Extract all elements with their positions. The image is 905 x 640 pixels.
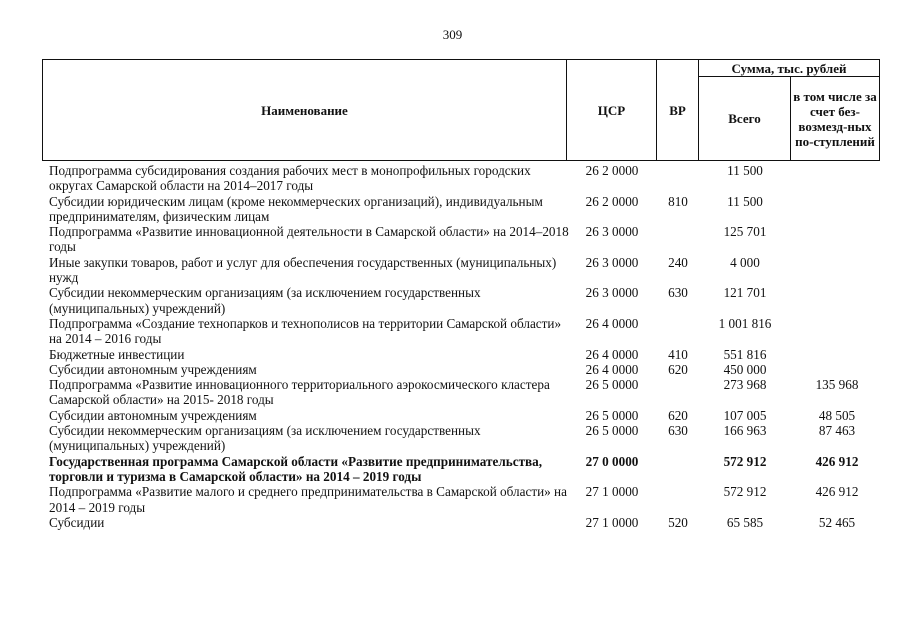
row-vr: 240 (668, 254, 688, 270)
row-csr: 26 4 0000 (585, 315, 639, 331)
table-row (0, 285, 905, 316)
row-total: 551 816 (723, 346, 767, 362)
row-vr: 620 (668, 361, 688, 377)
row-name: Субсидии автономным учреждениям (49, 407, 257, 423)
row-total: 11 500 (727, 163, 763, 178)
header-sum: Сумма, тыс. рублей (731, 60, 847, 76)
row-csr: 27 1 0000 (585, 514, 639, 530)
header-right-border (879, 59, 880, 161)
table-row (0, 423, 905, 454)
table-row (0, 255, 905, 286)
row-total: 166 963 (723, 423, 767, 439)
header-csr: ЦСР (597, 102, 626, 118)
row-vr: 620 (668, 407, 688, 423)
row-csr: 26 4 0000 (585, 346, 639, 362)
row-name: Подпрограмма «Развитие инновационной деятельности в Самарской области» на 2014–2018 годы (49, 224, 569, 255)
row-csr: 26 2 0000 (585, 163, 639, 178)
row-csr: 26 5 0000 (585, 377, 639, 393)
row-total: 65 585 (726, 514, 764, 530)
table-row (0, 515, 905, 530)
header-vr: ВР (669, 102, 686, 118)
row-name: Субсидии юридическим лицам (кроме некоммерческих организаций), индивидуальным предпринимателям, физическим лицам (49, 193, 543, 224)
row-csr: 26 4 0000 (585, 361, 639, 377)
table-row (0, 377, 905, 408)
table-row (0, 362, 905, 377)
table-row (0, 316, 905, 347)
table-row (0, 408, 905, 423)
row-total: 4 000 (730, 254, 760, 270)
row-including: 426 912 (815, 484, 859, 500)
header-divider-including (790, 76, 791, 161)
row-vr: 630 (668, 423, 688, 439)
row-vr: 410 (668, 346, 688, 362)
row-csr: 27 1 0000 (585, 484, 639, 500)
row-name: Субсидии (49, 514, 105, 530)
row-vr: 810 (668, 193, 688, 209)
row-total: 450 000 (723, 361, 767, 377)
row-csr: 26 3 0000 (585, 285, 639, 301)
table-row (0, 194, 905, 225)
header-total: Всего (728, 111, 761, 126)
row-csr: 26 3 0000 (585, 224, 639, 240)
row-total: 11 500 (727, 193, 763, 209)
row-name: Иные закупки товаров, работ и услуг для обеспечения государственных (муниципальных) нужд (49, 254, 557, 286)
header-including: в том числе за счет без-возмезд-ных по-ступлений (793, 88, 877, 149)
table-row (0, 484, 905, 515)
row-name: Государственная программа Самарской области «Развитие предпринимательства, торговли и туризма в Самарской области» на 2014 – 2019 годы (49, 453, 543, 484)
row-name: Субсидии некоммерческим организациям (за исключением государственных (муниципальных) учреждений) (49, 285, 481, 316)
header-bottom-border (42, 160, 880, 161)
row-vr: 630 (668, 285, 688, 301)
row-csr: 26 2 0000 (585, 193, 639, 209)
table-row (0, 224, 905, 255)
table-header (42, 59, 880, 161)
row-csr: 26 5 0000 (585, 423, 639, 439)
row-including: 52 465 (818, 514, 856, 530)
row-total: 572 912 (723, 453, 767, 469)
row-name: Подпрограмма «Развитие инновационного территориального аэрокосмического кластера Самарской области» на 2015- 2018 годы (49, 377, 550, 408)
row-name: Бюджетные инвестиции (49, 346, 185, 362)
row-including: 48 505 (818, 407, 856, 423)
row-total: 121 701 (723, 285, 767, 301)
row-csr: 27 0 0000 (585, 453, 639, 469)
row-name: Подпрограмма «Создание технопарков и технополисов на территории Самарской области» на 2014 – 2016 годы (49, 315, 562, 347)
row-name: Подпрограмма «Развитие малого и среднего предпринимательства в Самарской области» на 2014 – 2019 годы (49, 484, 567, 515)
row-total: 572 912 (723, 484, 767, 500)
row-csr: 26 5 0000 (585, 407, 639, 423)
row-vr: 520 (668, 514, 688, 530)
row-name: Субсидии автономным учреждениям (49, 361, 257, 377)
table-row (0, 347, 905, 362)
row-total: 107 005 (723, 407, 767, 423)
table-row (0, 163, 905, 194)
row-csr: 26 3 0000 (585, 254, 639, 270)
row-name: Субсидии некоммерческим организациям (за исключением государственных (муниципальных) учреждений) (49, 423, 481, 454)
table-body (0, 163, 905, 530)
table-row (0, 454, 905, 485)
row-total: 273 968 (723, 377, 767, 393)
row-total: 125 701 (723, 224, 767, 240)
row-including: 426 912 (815, 453, 859, 469)
row-total: 1 001 816 (718, 315, 772, 331)
header-name: Наименование (261, 102, 348, 118)
row-name: Подпрограмма субсидирования создания рабочих мест в монопрофильных городских округах Самарской области на 2014–2017 годы (49, 163, 531, 194)
row-including: 135 968 (815, 377, 859, 393)
page-number: 309 (442, 27, 463, 42)
row-including: 87 463 (818, 423, 856, 439)
